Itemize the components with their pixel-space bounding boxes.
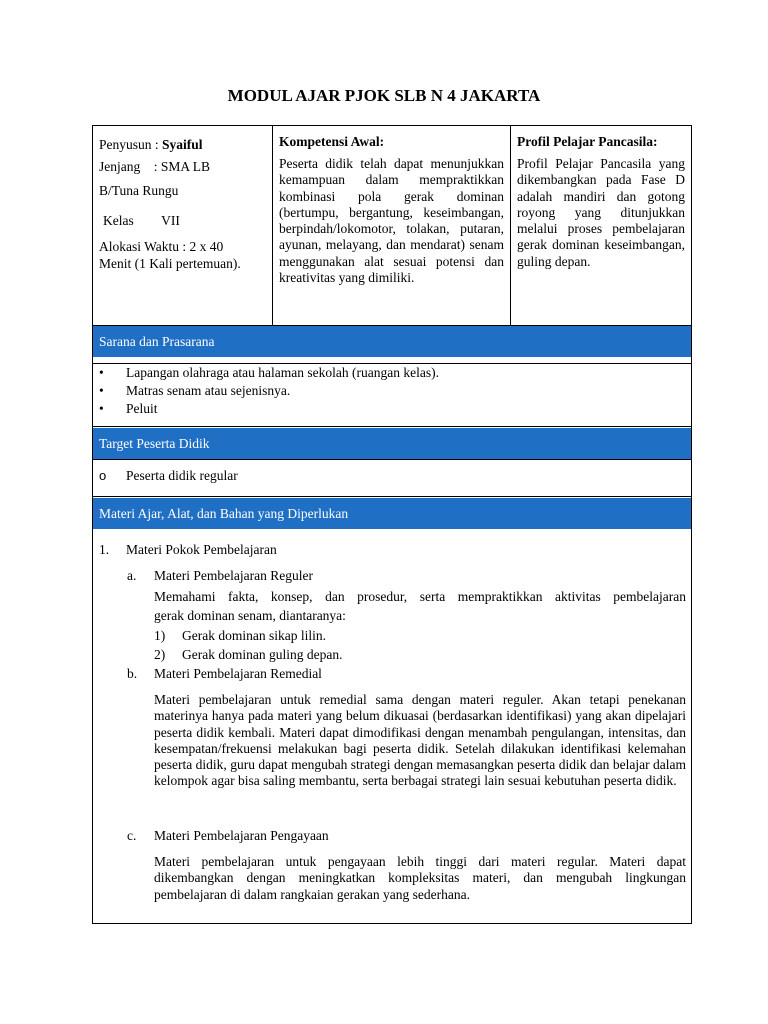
bullet-icon: • [99,383,104,398]
time-allocation [99,238,266,272]
module-table [92,125,692,924]
list-item-text: Gerak dominan guling depan. [182,647,343,662]
initial-competence-text: Peserta didik telah dapat menunjukkan kemampuan dalam mempraktikkan kombinasi pola gerak dominan (bertumpu, bergantung, keseimbangan, berpindah/lokomotor, tolakan, putaran, ayunan, melayang, dan mendarat) senam menggunakan alat sesuai potensi dan kreativitas yang dimiliki. [279,156,504,286]
author-label: Penyusun : [99,137,163,152]
document-title: MODUL AJAR PJOK SLB N 4 JAKARTA [227,86,541,105]
class-value: VII [161,213,180,228]
section-header-facilities: Sarana dan Prasarana [93,326,691,357]
target-item: Peserta didik regular [126,468,238,483]
enrichment-material-text: Materi pembelajaran untuk pengayaan lebih tinggi dari materi regular. Materi dapat dikembangkan dengan meningkatkan kompleksitas materi, dan mengubah lingkungan pembelajaran di dalam rangkaian gerakan yang sederhana. [154,854,686,902]
bullet-icon: • [99,365,104,380]
class-line [99,210,266,232]
remedial-material-title: Materi Pembelajaran Remedial [154,666,322,681]
regular-material-title: Materi Pembelajaran Reguler [154,568,313,583]
disability-line: B/Tuna Rungu [99,183,179,198]
sub-marker-c: c. [127,828,137,843]
bullet-icon: • [99,401,104,416]
time-allocation-line-2: Menit (1 Kali pertemuan). [99,256,241,271]
list-number: 2) [154,647,166,662]
pancasila-profile-cell [511,126,691,325]
list-number: 1) [154,628,166,643]
initial-competence-cell [273,126,511,325]
list-item-text: Lapangan olahraga atau halaman sekolah (ruangan kelas). [126,365,439,380]
info-row [93,126,691,326]
sub-marker-a: a. [127,568,137,583]
list-item-text: Gerak dominan sikap lilin. [182,628,326,643]
circle-bullet-icon: o [99,468,107,483]
level-line: Jenjang : SMA LB [99,159,211,174]
author-name: Syaiful [162,137,203,152]
pancasila-profile-text: Profil Pelajar Pancasila yang dikembangkan pada Fase D adalah mandiri dan gotong royong yang ditunjukkan melalui proses pembelajaran gerak dominan keseimbangan, guling depan. [517,156,685,269]
facilities-list [93,363,691,427]
identity-cell [93,126,273,325]
section-header-materials: Materi Ajar, Alat, dan Bahan yang Diperlukan [93,498,691,529]
author-line [99,134,266,156]
section-header-target: Target Peserta Didik [93,428,691,459]
remedial-material-text: Materi pembelajaran untuk remedial sama dengan materi reguler. Akan tetapi penekanan materinya hanya pada materi yang belum dikuasai (berdasarkan identifikasi) yang akan dipelajari peserta didik kembali. Materi dapat dimodifikasi dengan menambah pengulangan, intensitas, dan kesempatan/frekuensi melakukan bagi peserta didik. Setelah dilakukan identifikasi kelemahan peserta didik, guru dapat mengubah strategi dengan memasangkan peserta didik dan belajar dalam kelompok agar bisa saling membantu, serta berbagai strategi lain sesuai kebutuhan peserta didik. [154,692,686,789]
list-item-text: Peluit [126,401,158,416]
time-allocation-line-1: Alokasi Waktu : 2 x 40 [99,239,224,254]
class-label: Kelas [103,213,134,228]
sub-marker-b: b. [127,666,138,681]
initial-competence-heading: Kompetensi Awal: [279,134,385,149]
pancasila-profile-heading: Profil Pelajar Pancasila: [517,134,658,149]
regular-material-text-line-2: gerak dominan senam, diantaranya: [154,608,346,623]
regular-material-text [154,587,686,625]
main-material-title: Materi Pokok Pembelajaran [126,542,277,557]
list-number: 1. [99,542,110,557]
regular-material-text-line-1: Memahami fakta, konsep, dan prosedur, serta mempraktikkan aktivitas pembelajaran [154,589,686,604]
list-item-text: Matras senam atau sejenisnya. [126,383,291,398]
target-list [93,459,691,497]
enrichment-material-title: Materi Pembelajaran Pengayaan [154,828,329,843]
